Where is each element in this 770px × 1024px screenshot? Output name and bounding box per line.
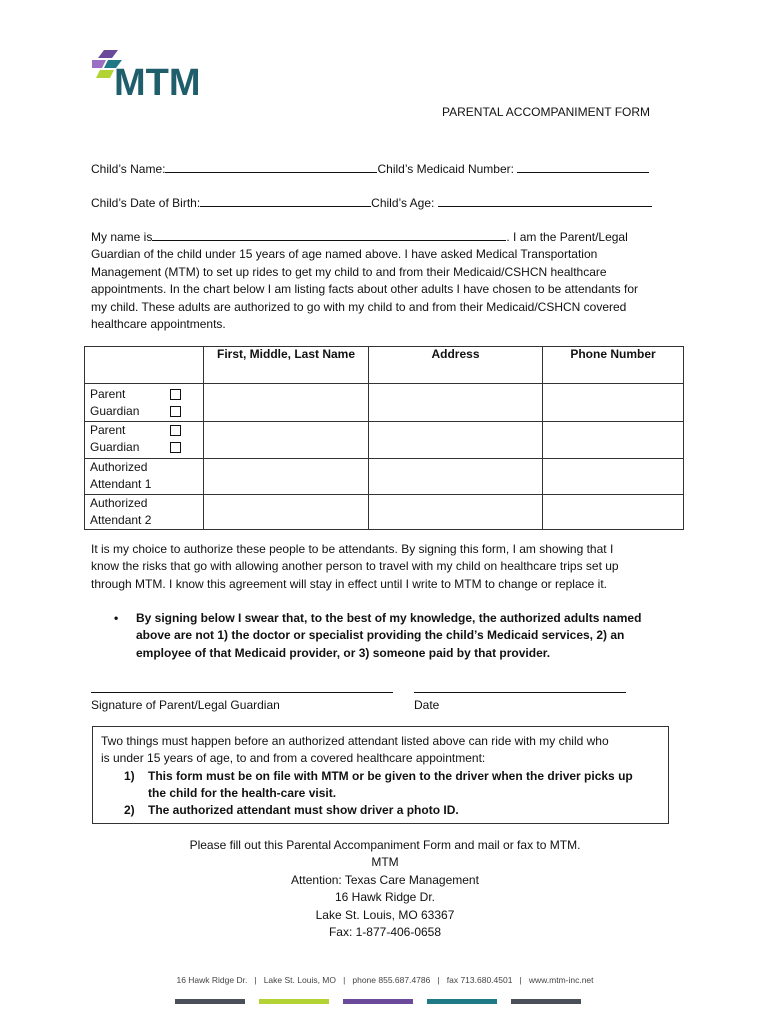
mail-line: Lake St. Louis, MO 63367 — [315, 907, 455, 922]
form-title: PARENTAL ACCOMPANIMENT FORM — [442, 105, 651, 119]
dob-label: Child’s Date of Birth: — [91, 196, 201, 210]
notice-box — [92, 726, 669, 824]
row-label: Authorized — [90, 459, 148, 474]
notice-item-number: 1) — [124, 769, 135, 783]
choice-line: It is my choice to authorize these people to be attendants. By signing this form, I am showing that I — [91, 542, 614, 556]
parent-checkbox-1[interactable] — [170, 389, 181, 400]
date-label: Date — [414, 698, 440, 712]
age-label: Child’s Age: — [371, 196, 435, 210]
table-row — [85, 384, 684, 422]
notice-item-2: The authorized attendant must show driver a photo ID. — [148, 803, 459, 817]
choice-line: through MTM. I know this agreement will stay in effect until I write to MTM to change or replace it. — [91, 576, 607, 591]
intro-line1-end: . I am the Parent/Legal — [506, 230, 628, 244]
sworn-statement — [136, 610, 696, 662]
row-label: Attendant 2 — [90, 513, 152, 528]
dob-field[interactable] — [200, 194, 371, 207]
mail-instructions — [0, 837, 770, 941]
medicaid-number-label: Child’s Medicaid Number: — [377, 162, 514, 176]
dob-row — [91, 194, 652, 212]
phone-cell[interactable] — [543, 458, 684, 494]
age-field[interactable] — [438, 194, 652, 207]
name-cell[interactable] — [204, 384, 369, 422]
footer-bar-gray-2 — [511, 999, 581, 1004]
mtm-logo — [92, 48, 227, 104]
intro-line: Guardian of the child under 15 years of age named above. I have asked Medical Transportation — [91, 247, 598, 262]
address-cell[interactable] — [369, 384, 543, 422]
child-name-field[interactable] — [165, 160, 377, 173]
notice-line: is under 15 years of age, to and from a covered healthcare appointment: — [101, 751, 486, 766]
table-row — [85, 494, 684, 530]
address-cell[interactable] — [369, 494, 543, 530]
footer-address: 16 Hawk Ridge Dr. | Lake St. Louis, MO | phone 855.687.4786 | fax 713.680.4501 | www.mtm-inc.net — [176, 975, 594, 985]
parent-name-field[interactable] — [152, 228, 506, 241]
mail-fax: Fax: 1-877-406-0658 — [328, 925, 442, 940]
footer-bar-gray — [175, 999, 245, 1004]
row-label-cell — [85, 458, 204, 494]
footer-bar-teal — [427, 999, 497, 1004]
notice-item-number: 2) — [124, 803, 135, 817]
name-cell[interactable] — [204, 458, 369, 494]
signature-line[interactable] — [91, 692, 393, 693]
intro-line: Management (MTM) to set up rides to get my child to and from their Medicaid/CSHCN healthcare — [91, 264, 607, 279]
bullet-symbol: • — [114, 611, 119, 625]
header-name: First, Middle, Last Name — [204, 347, 369, 384]
name-cell[interactable] — [204, 494, 369, 530]
phone-cell[interactable] — [543, 494, 684, 530]
row-label: Parent — [90, 422, 126, 437]
choice-paragraph — [91, 541, 691, 593]
phone-cell[interactable] — [543, 384, 684, 422]
row-label: Authorized — [90, 495, 148, 510]
notice-item-text: the child for the health-care visit. — [148, 786, 337, 801]
header-address: Address — [369, 347, 543, 384]
footer-bar-lime — [259, 999, 329, 1004]
row-label: Guardian — [90, 440, 140, 455]
sworn-line: By signing below I swear that, to the best of my knowledge, the authorized adults named — [136, 611, 642, 625]
address-cell[interactable] — [369, 421, 543, 458]
attendants-table — [84, 346, 684, 530]
mail-line: 16 Hawk Ridge Dr. — [334, 890, 436, 905]
intro-paragraph — [91, 228, 691, 333]
child-name-label: Child’s Name: — [91, 162, 166, 176]
table-row — [85, 421, 684, 458]
name-cell[interactable] — [204, 421, 369, 458]
date-line[interactable] — [414, 692, 626, 693]
address-cell[interactable] — [369, 458, 543, 494]
intro-line: my child. These adults are authorized to go with my child to and from their Medicaid/CSHCN covered — [91, 299, 627, 314]
header-phone: Phone Number — [543, 347, 684, 384]
logo-text: MTM — [114, 62, 201, 104]
row-label-cell — [85, 421, 204, 458]
phone-cell[interactable] — [543, 421, 684, 458]
row-label: Attendant 1 — [90, 477, 152, 492]
choice-line: know the risks that go with allowing another person to travel with my child on healthcare trips set up — [91, 559, 619, 574]
child-name-row — [91, 160, 649, 178]
mail-line: MTM — [371, 855, 399, 870]
table-row — [85, 458, 684, 494]
row-label-cell — [85, 384, 204, 422]
sworn-line: above are not 1) the doctor or specialist providing the child’s Medicaid services, 2) an — [136, 628, 625, 643]
row-label: Parent — [90, 387, 126, 401]
notice-line: Two things must happen before an authorized attendant listed above can ride with my child who — [101, 734, 609, 748]
table-header-row — [85, 347, 684, 384]
guardian-checkbox-1[interactable] — [170, 406, 181, 417]
row-label: Guardian — [90, 404, 140, 419]
intro-line: healthcare appointments. — [91, 317, 226, 332]
parent-checkbox-2[interactable] — [170, 425, 181, 436]
intro-line: appointments. In the chart below I am listing facts about other adults I have chosen to be attendants for — [91, 282, 638, 297]
guardian-checkbox-2[interactable] — [170, 442, 181, 453]
medicaid-number-field[interactable] — [517, 160, 649, 173]
sworn-line: employee of that Medicaid provider, or 3) someone paid by that provider. — [136, 645, 551, 660]
mail-line: Attention: Texas Care Management — [291, 872, 479, 887]
signature-label: Signature of Parent/Legal Guardian — [91, 698, 280, 712]
table-header-blank — [85, 347, 204, 384]
footer-bar-purple — [343, 999, 413, 1004]
row-label-cell — [85, 494, 204, 530]
notice-item-1 — [148, 768, 663, 803]
mail-line: Please fill out this Parental Accompaniment Form and mail or fax to MTM. — [189, 838, 581, 852]
notice-item-text: This form must be on file with MTM or be given to the driver when the driver picks up — [148, 769, 633, 783]
intro-my-name: My name is — [91, 230, 153, 244]
